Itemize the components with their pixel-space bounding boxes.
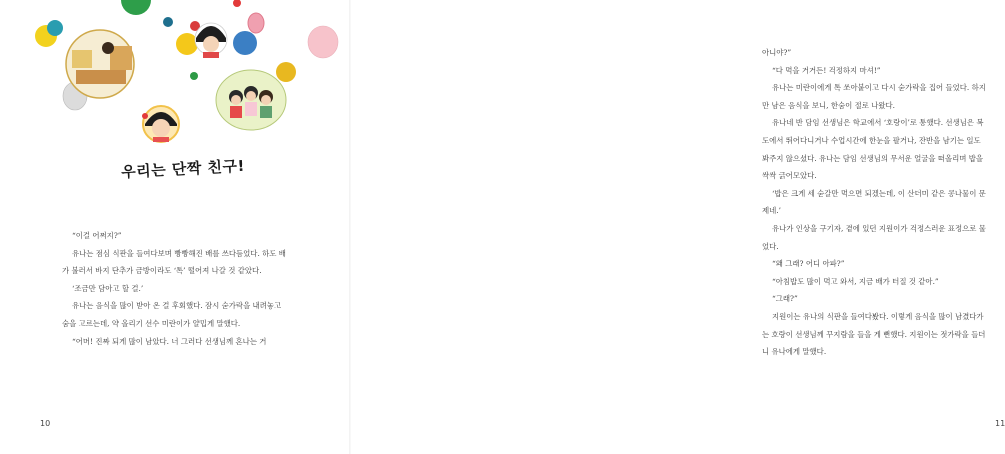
paragraph: 유나는 음식을 많이 받아 온 걸 후회했다. 잠시 숟가락을 내려놓고 숨을 고르는데, 약 올리기 선수 미란이가 얄밉게 말했다. [62, 301, 282, 328]
paragraph: “왜 그래? 어디 아파?” [772, 259, 845, 269]
pink-ball [308, 26, 338, 58]
green-dot [190, 72, 198, 80]
left-page [0, 0, 350, 454]
paragraph: 유나가 인상을 구기자, 곁에 있던 지원이가 걱정스러운 표정으로 물었다. [762, 223, 986, 251]
pink-circle [248, 13, 264, 33]
chapter-title: 우리는 단짝 친구! [120, 156, 246, 182]
paragraph: 유나는 점심 식판을 들여다보며 빵빵해진 배를 쓰다듬었다. 하도 배가 불러서 바지 단추가 금방이라도 ‘톡’ 떨어져 나갈 것 같았다. [62, 248, 286, 276]
blue-ball [233, 31, 257, 55]
kitchen-scene [66, 30, 134, 98]
girl-face-portrait [142, 106, 179, 142]
paragraph: “이걸 어쩌지?” [72, 231, 122, 240]
paragraph: “그래?” [772, 294, 798, 304]
yellow-blob [276, 62, 296, 82]
paragraph: “다 먹을 거거든! 걱정하지 마셔!” [772, 65, 881, 75]
left-page-body [62, 227, 287, 350]
right-page [350, 0, 1005, 454]
paragraph: 유나네 반 담임 선생님은 학교에서 ‘호랑이’로 통했다. 선생님은 복도에서 뛰어다니거나 수업시간에 한눈을 팔거나, 잔반을 남기는 일도 봐주지 않으셨다. 유나는 담임 선생님의 무서운 얼굴을 떠올리며 밥을 싹싹 긁어모았다. [762, 118, 984, 181]
right-page-body [762, 44, 990, 361]
paragraph: 아니야?” [762, 48, 792, 57]
girl-portrait [195, 23, 227, 58]
page-number-left: 10 [40, 419, 51, 428]
paragraph: ‘밥은 크게 세 숟갈만 먹으면 되겠는데, 이 산더미 같은 콩나물이 문제네.’ [762, 188, 986, 216]
paragraph: ‘조금만 담아고 할 걸.’ [72, 283, 144, 293]
blue-dot [163, 17, 173, 27]
paragraph: 유나는 미란이에게 톡 쏘아붙이고 다시 숟가락을 집어 들었다. 하지만 남은 음식을 보니, 한숨이 절로 나왔다. [762, 83, 986, 110]
paragraph: 지원이는 유나의 식판을 들여다봤다. 이렇게 음식을 많이 남겼다가는 호랑이 선생님께 꾸지람을 들을 게 뻔했다. 지원이는 젓가락을 들더니 유나에게 말했다. [762, 311, 986, 357]
paragraph: “아침밥도 많이 먹고 와서, 지금 배가 터질 것 같아.” [772, 276, 939, 286]
red-dot [233, 0, 241, 7]
three-girls-scene [216, 70, 286, 130]
page-number-right: 11 [995, 419, 1005, 428]
paragraph: “어머! 진짜 되게 많이 남았다. 너 그러다 선생님께 혼나는 거 [72, 336, 267, 346]
chapter-illustration [30, 0, 340, 160]
yellow-blob [176, 33, 198, 55]
green-blob [121, 0, 151, 15]
teal-blob [47, 20, 63, 36]
